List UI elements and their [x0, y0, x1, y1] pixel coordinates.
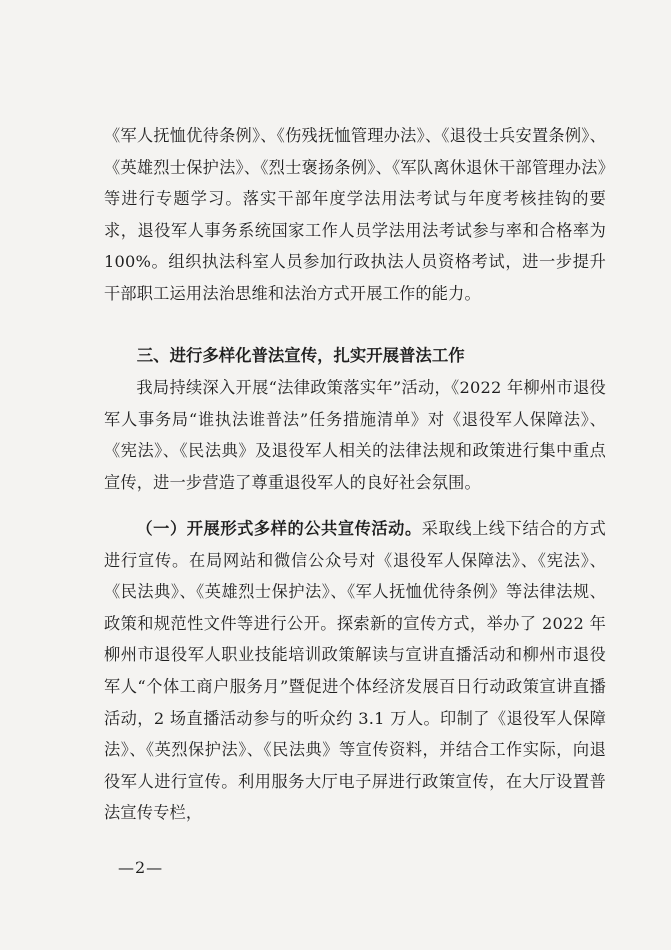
- body-text: [104, 120, 606, 310]
- subsection-1: [104, 513, 606, 829]
- subsection-1-paragraph: [104, 513, 606, 829]
- page-number: —2—: [118, 858, 164, 877]
- subsection-1-title: （一）开展形式多样的公共宣传活动。: [136, 519, 422, 538]
- section-heading-3: 三、进行多样化普法宣传，扎实开展普法工作: [136, 346, 465, 365]
- paragraph-1: 《军人抚恤优待条例》、《伤残抚恤管理办法》、《退役士兵安置条例》、《英雄烈士保护法》、《烈士褒扬条例》、《军队离休退休干部管理办法》等进行专题学习。落实干部年度学法用法考试与年度考核挂钩的要求，退役军人事务系统国家工作人员学法用法考试参与率和合格率为 100%。组织执法科室人员参加行政执法人员资格考试，进一步提升干部职工运用法治思维和法治方式开展工作的能力。: [104, 126, 606, 303]
- paragraph-2: 我局持续深入开展“法律政策落实年”活动，《2022 年柳州市退役军人事务局“谁执法谁普法”任务措施清单》对《退役军人保障法》、《宪法》、《民法典》及退役军人相关的法律法规和政策进行集中重点宣传，进一步营造了尊重退役军人的良好社会氛围。: [104, 378, 606, 492]
- body-text-2: [104, 372, 606, 498]
- subsection-1-body: 采取线上线下结合的方式进行宣传。在局网站和微信公众号对《退役军人保障法》、《宪法》、《民法典》、《英雄烈士保护法》、《军人抚恤优待条例》等法律法规、政策和规范性文件等进行公开。探索新的宣传方式，举办了 2022 年柳州市退役军人职业技能培训政策解读与宣讲直播活动和柳州市退役军人“个体工商户服务月”暨促进个体经济发展百日行动政策宣讲直播活动，2 场直播活动参与的听众约 3.1 万人。印制了《退役军人保障法》、《英烈保护法》、《民法典》等宣传资料，并结合工作实际，向退役军人进行宣传。利用服务大厅电子屏进行政策宣传，在大厅设置普法宣传专栏，: [104, 519, 606, 823]
